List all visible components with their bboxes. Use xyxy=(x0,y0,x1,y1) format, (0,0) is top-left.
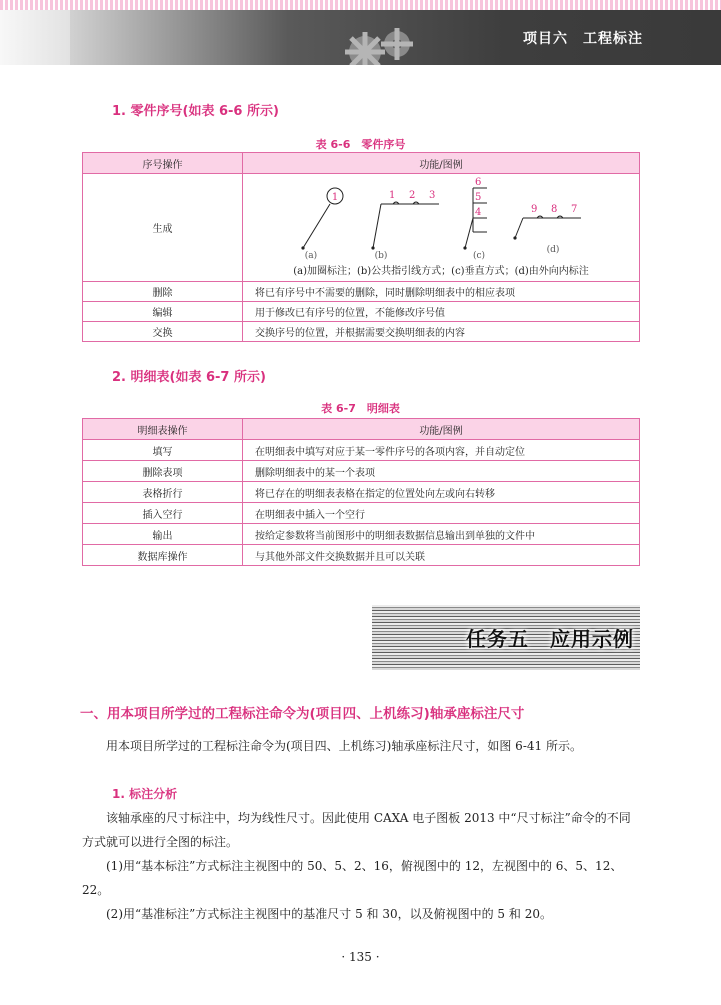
balloon-number: 1 xyxy=(389,190,396,201)
figure-label: (b) xyxy=(374,251,388,261)
table-row xyxy=(83,282,640,302)
desc-cell: 删除明细表中的某一个表项 xyxy=(243,461,640,482)
header-pink-strip xyxy=(0,0,721,10)
figure-label: (d) xyxy=(546,245,560,255)
table-row xyxy=(83,503,640,524)
op-cell: 输出 xyxy=(83,524,243,545)
gear-icon xyxy=(335,20,425,65)
balloon-diagrams xyxy=(243,174,639,262)
table-6-6 xyxy=(82,152,640,342)
balloon-number: 5 xyxy=(475,192,482,203)
table-row xyxy=(83,440,640,461)
table-row xyxy=(83,461,640,482)
figure-label: (a) xyxy=(304,251,318,261)
balloon-number: 9 xyxy=(531,204,538,215)
intro-paragraph: 用本项目所学过的工程标注命令为(项目四、上机练习)轴承座标注尺寸，如图 6-41 所示。 xyxy=(82,739,582,753)
op-cell: 插入空行 xyxy=(83,503,243,524)
desc-cell: 在明细表中填写对应于某一零件序号的各项内容，并自动定位 xyxy=(243,440,640,461)
table-row xyxy=(83,322,640,342)
table-row xyxy=(83,482,640,503)
balloon-number: 8 xyxy=(551,204,558,215)
desc-cell: 用于修改已有序号的位置，不能修改序号值 xyxy=(243,302,640,322)
sub-heading: 1. 标注分析 xyxy=(112,787,178,801)
op-cell: 交换 xyxy=(83,322,243,342)
op-cell: 表格折行 xyxy=(83,482,243,503)
table-header: 明细表操作 xyxy=(83,419,243,440)
table-6-7-caption: 表 6-7 明细表 xyxy=(321,402,400,415)
legend-cell xyxy=(243,174,640,282)
balloon-number: 7 xyxy=(571,204,578,215)
paragraph-step-2: (2)用“基准标注”方式标注主视图中的基准尺寸 5 和 30，以及俯视图中的 5 和 20。 xyxy=(82,907,552,921)
balloon-number: 1 xyxy=(331,192,339,203)
section-title-1: 1. 零件序号(如表 6-6 所示) xyxy=(112,104,279,119)
balloon-number: 2 xyxy=(409,190,416,201)
page-header xyxy=(0,10,721,65)
op-cell: 填写 xyxy=(83,440,243,461)
desc-cell: 在明细表中插入一个空行 xyxy=(243,503,640,524)
desc-cell: 与其他外部文件交换数据并且可以关联 xyxy=(243,545,640,566)
task-title: 任务五 应用示例 xyxy=(466,627,634,651)
table-header: 功能/图例 xyxy=(243,419,640,440)
table-header: 功能/图例 xyxy=(243,153,640,174)
desc-cell: 按给定参数将当前图形中的明细表数据信息输出到单独的文件中 xyxy=(243,524,640,545)
desc-cell: 交换序号的位置，并根据需要交换明细表的内容 xyxy=(243,322,640,342)
table-row xyxy=(83,545,640,566)
op-cell: 编辑 xyxy=(83,302,243,322)
paragraph-step-1: (1)用“基本标注”方式标注主视图中的 50、5、2、16，俯视图中的 12，左视图中的 6、5、12、22。 xyxy=(82,859,623,897)
table-6-6-caption: 表 6-6 零件序号 xyxy=(315,138,406,151)
table-row xyxy=(83,524,640,545)
op-cell: 删除表项 xyxy=(83,461,243,482)
table-6-7 xyxy=(82,418,640,566)
legend-caption: (a)加圈标注；(b)公共指引线方式；(c)垂直方式；(d)由外向内标注 xyxy=(293,266,589,277)
op-cell: 生成 xyxy=(83,174,243,282)
op-cell: 数据库操作 xyxy=(83,545,243,566)
table-row xyxy=(83,302,640,322)
balloon-number: 4 xyxy=(475,207,482,218)
desc-cell: 将已存在的明细表表格在指定的位置处向左或向右转移 xyxy=(243,482,640,503)
op-cell: 删除 xyxy=(83,282,243,302)
table-header: 序号操作 xyxy=(83,153,243,174)
desc-cell: 将已有序号中不需要的删除，同时删除明细表中的相应表项 xyxy=(243,282,640,302)
balloon-number: 3 xyxy=(429,190,436,201)
section-title-2: 2. 明细表(如表 6-7 所示) xyxy=(112,370,266,385)
balloon-number: 6 xyxy=(475,177,482,188)
table-row xyxy=(83,174,640,282)
figure-label: (c) xyxy=(472,251,486,261)
part-heading: 一、用本项目所学过的工程标注命令为(项目四、上机练习)轴承座标注尺寸 xyxy=(80,706,525,722)
page-number: · 135 · xyxy=(341,950,380,964)
paragraph-analysis: 该轴承座的尺寸标注中，均为线性尺寸。因此使用 CAXA 电子图板 2013 中“尺寸标注”命令的不同方式就可以进行全图的标注。 xyxy=(82,811,631,849)
task-banner xyxy=(372,605,640,670)
header-title: 项目六 工程标注 xyxy=(523,31,643,47)
